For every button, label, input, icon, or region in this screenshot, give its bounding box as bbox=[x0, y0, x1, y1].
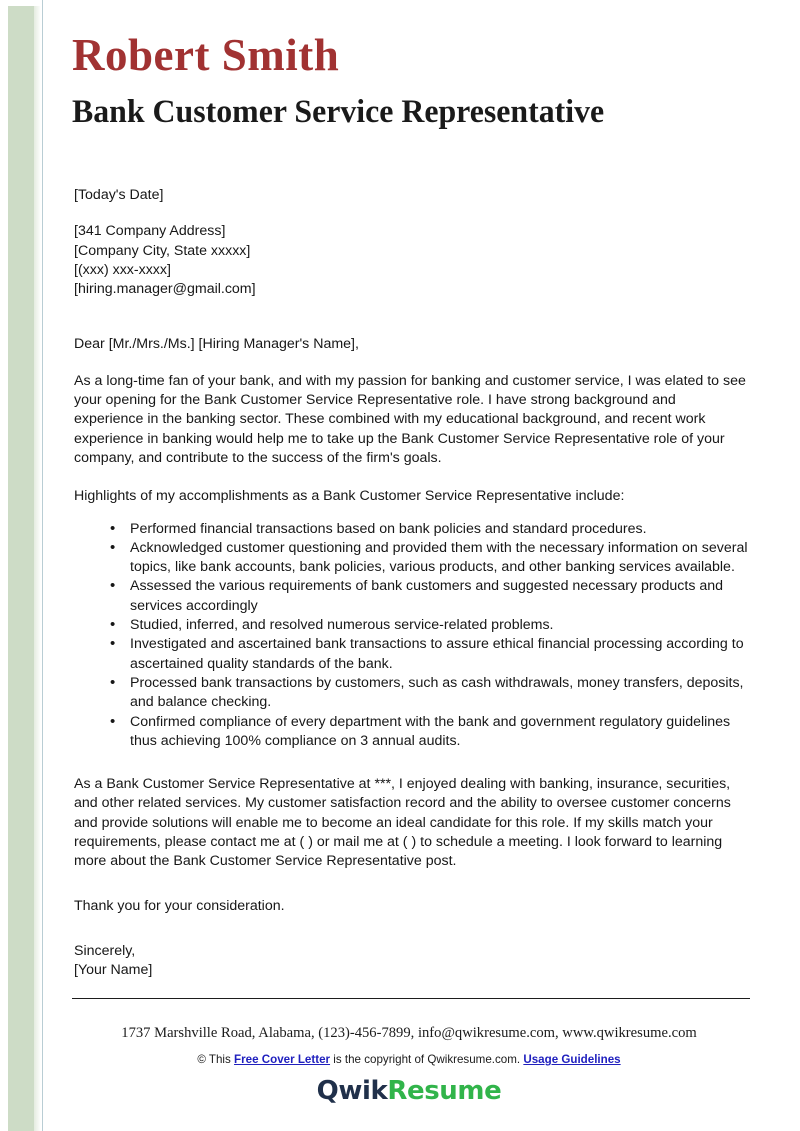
list-item: • Investigated and ascertained bank transactions to assure ethical financial processing according to ascertained quality standards of the bank. bbox=[110, 635, 748, 674]
footer-copyright-line bbox=[44, 1053, 774, 1066]
header-spacer bbox=[74, 133, 748, 186]
copyright-prefix: © This bbox=[197, 1053, 235, 1066]
sidebar-decorative-band bbox=[8, 6, 34, 1131]
signoff-name: [Your Name] bbox=[74, 962, 153, 979]
sidebar-band-highlight bbox=[34, 6, 41, 1131]
accomplishments-list bbox=[74, 520, 748, 752]
thank-you-line: Thank you for your consideration. bbox=[74, 897, 285, 914]
closing-paragraph: As a Bank Customer Service Representative at ***, I enjoyed dealing with banking, insurance, securities, and other related services. My customer satisfaction record and the ability to oversee customer concerns and provide solutions will enable me to become an ideal candidate for this role. If my skills match your requirements, please contact me at ( ) or mail me at ( ) to schedule a meeting. I look forward to learning more about the Bank Customer Service Representative post. bbox=[74, 776, 731, 870]
recipient-line-phone: [(xxx) xxx-xxxx] bbox=[74, 261, 171, 278]
logo-text-qwik: Qwik bbox=[316, 1076, 388, 1106]
salutation: Dear [Mr./Mrs./Ms.] [Hiring Manager's Name], bbox=[74, 336, 359, 353]
recipient-line-street: [341 Company Address] bbox=[74, 223, 226, 240]
list-item: • Confirmed compliance of every department with the bank and government regulatory guidelines thus achieving 100% compliance on 3 annual audits. bbox=[110, 713, 748, 752]
sidebar-vertical-rule bbox=[42, 0, 43, 1131]
letter-body bbox=[44, 133, 800, 981]
list-item: • Studied, inferred, and resolved numerous service-related problems. bbox=[110, 616, 748, 635]
logo-text-resume: Resume bbox=[387, 1076, 502, 1106]
list-item: • Assessed the various requirements of bank customers and suggested necessary products and services accordingly bbox=[110, 577, 748, 616]
qwikresume-logo[interactable] bbox=[44, 1076, 774, 1106]
list-item: • Acknowledged customer questioning and provided them with the necessary information on several topics, like bank accounts, bank policies, various products, and other banking services available. bbox=[110, 539, 748, 578]
list-item: • Performed financial transactions based on bank policies and standard procedures. bbox=[110, 520, 748, 539]
letter-header bbox=[44, 28, 800, 133]
list-item: • Processed bank transactions by customers, such as cash withdrawals, money transfers, deposits, and balance checking. bbox=[110, 674, 748, 713]
footer-divider bbox=[72, 998, 750, 999]
opening-paragraph: As a long-time fan of your bank, and with my passion for banking and customer service, I was elated to see your opening for the Bank Customer Service Representative role. I have strong background and experience in the banking sector. These combined with my educational background, and recent work experience in banking would help me to take up the Bank Customer Service Representative role of your company, and contribute to the success of the firm's goals. bbox=[74, 372, 746, 466]
cover-letter-page bbox=[44, 0, 800, 1131]
highlights-intro: Highlights of my accomplishments as a Bank Customer Service Representative include: bbox=[74, 488, 625, 505]
signoff-salutation: Sincerely, bbox=[74, 942, 136, 959]
footer-contact-address: 1737 Marshville Road, Alabama, (123)-456-7899, info@qwikresume.com, www.qwikresume.com bbox=[121, 1025, 697, 1041]
signature-block bbox=[74, 942, 748, 981]
recipient-line-email: [hiring.manager@gmail.com] bbox=[74, 281, 256, 298]
applicant-job-title: Bank Customer Service Representative bbox=[72, 94, 605, 130]
free-cover-letter-link[interactable]: Free Cover Letter bbox=[234, 1053, 331, 1066]
recipient-line-city: [Company City, State xxxxx] bbox=[74, 242, 251, 259]
applicant-name: Robert Smith bbox=[72, 30, 340, 80]
recipient-address-block bbox=[74, 222, 748, 299]
date-line: [Today's Date] bbox=[74, 187, 164, 203]
usage-guidelines-link[interactable]: Usage Guidelines bbox=[523, 1053, 621, 1066]
copyright-middle: is the copyright of Qwikresume.com. bbox=[330, 1053, 524, 1066]
